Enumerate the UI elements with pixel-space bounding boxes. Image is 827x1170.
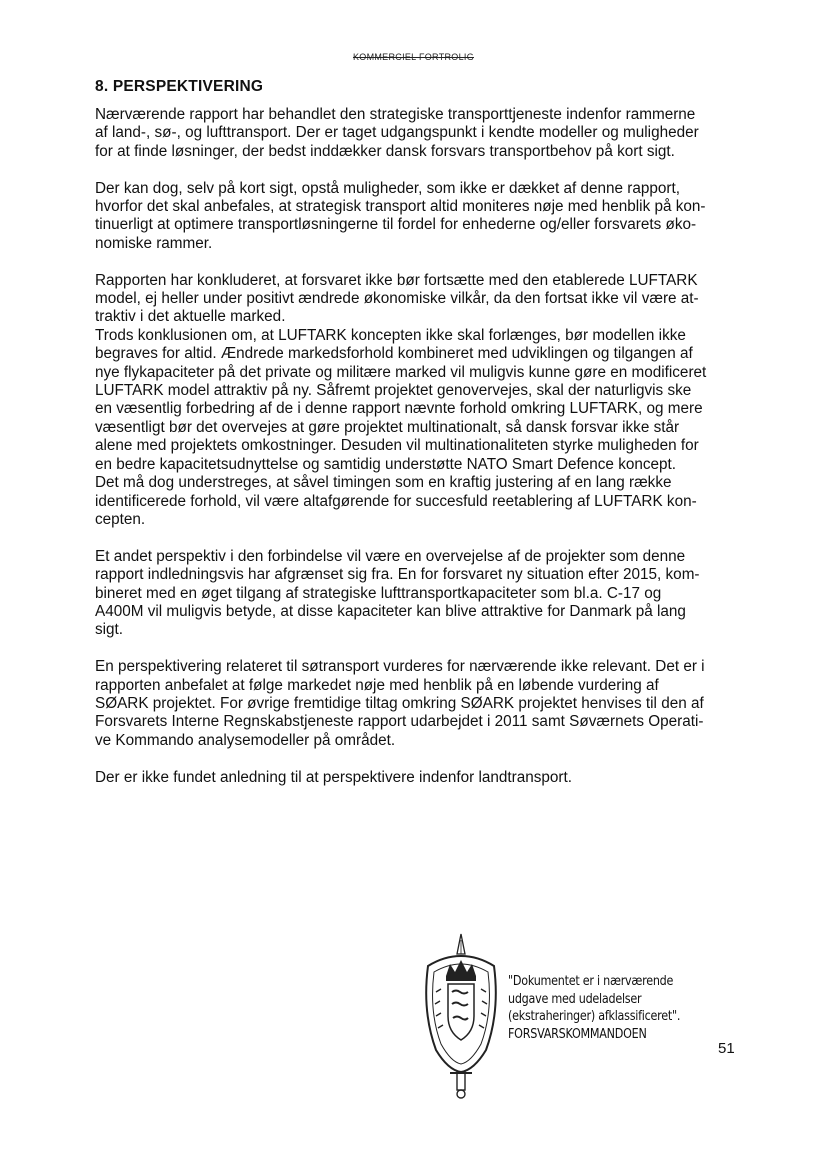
document-body [95, 106, 750, 787]
paragraph-6: Et andet perspektiv i den forbindelse vil være en overvejelse af de projekter som denne rapport indledningsvis har afgrænset sig fra. En for forsvaret ny situation efter 2015, kom- bineret med en øget tilgang af strategiske lufttransportkapaciteter som bl.a. C-17 og A400M vil muligvis betyde, at disse kapaciteter kan blive attraktive for Danmark på lang sigt. [95, 547, 700, 639]
section-title: 8. PERSPEKTIVERING [95, 78, 264, 95]
paragraph-8: Der er ikke fundet anledning til at perspektivere indenfor landtransport. [95, 768, 573, 786]
declassification-stamp [508, 973, 680, 1043]
armed-forces-crest-icon [416, 932, 506, 1100]
paragraph-5: Det må dog understreges, at såvel timingen som en kraftig justering af en lang række identificerede forhold, vil være altafgørende for succesfuld reetablering af LUFTARK kon- cepten. [95, 474, 697, 528]
paragraph-2: Der kan dog, selv på kort sigt, opstå muligheder, som ikke er dækket af denne rapport, hvorfor det skal anbefales, at strategisk transport altid moniteres nøje med henblik på kon- tinuerligt at optimere transportløsningerne til fordel for enhederne og/eller forsvarets øko- nomiske rammer. [95, 179, 706, 252]
paragraph-4: Trods konklusionen om, at LUFTARK koncepten ikke skal forlænges, bør modellen ikke begraves for altid. Ændrede markedsforhold kombineret med udviklingen og tilgangen af nye flykapaciteter på det private og militære marked vil muligvis kunne gøre en modificeret LUFTARK model attraktiv på ny. Såfremt projektet genovervejes, skal der naturligvis ske en væsentlig forbedring af de i denne rapport nævnte forhold omkring LUFTARK, og mere væsentligt bør det overvejes at gøre projektet multinationalt, så dansk forsvar ikke står alene med projektets omkostninger. Desuden vil multinationaliteten styrke muligheden for en bedre kapacitetsudnyttelse og samtidig understøtte NATO Smart Defence koncept. [95, 326, 707, 473]
stamp-line: FORSVARSKOMMANDOEN [508, 1026, 647, 1042]
paragraph-7: En perspektivering relateret til søtransport vurderes for nærværende ikke relevant. Det er i rapporten anbefalet at følge markedet nøje med henblik på en løbende vurdering af SØARK projektet. For øvrige fremtidige tiltag omkring SØARK projektet henvises til den af Forsvarets Interne Regnskabstjeneste rapport udarbejdet i 2011 samt Søværnets Operati- ve Kommando analysemodeller på området. [95, 658, 705, 749]
stamp-line: udgave med udeladelser [508, 991, 642, 1007]
paragraph-1: Nærværende rapport har behandlet den strategiske transporttjeneste indenfor rammerne af land-, sø-, og lufttransport. Der er taget udgangspunkt i kendte modeller og muligheder for at finde løsninger, der bedst inddækker dansk forsvars transportbehov på kort sigt. [95, 106, 699, 160]
paragraph-3: Rapporten har konkluderet, at forsvaret ikke bør fortsætte med den etablerede LUFTARK model, ej heller under positivt ændrede økonomiske vilkår, da den fortsat ikke vil være at- traktiv i det aktuelle marked. [95, 271, 699, 326]
stamp-line: (ekstraheringer) afklassificeret". [508, 1009, 681, 1024]
stamp-line: "Dokumentet er i nærværende [508, 974, 674, 989]
page-number: 51 [718, 1040, 735, 1057]
classification-marking: KOMMERCIEL FORTROLIG [352, 52, 474, 62]
